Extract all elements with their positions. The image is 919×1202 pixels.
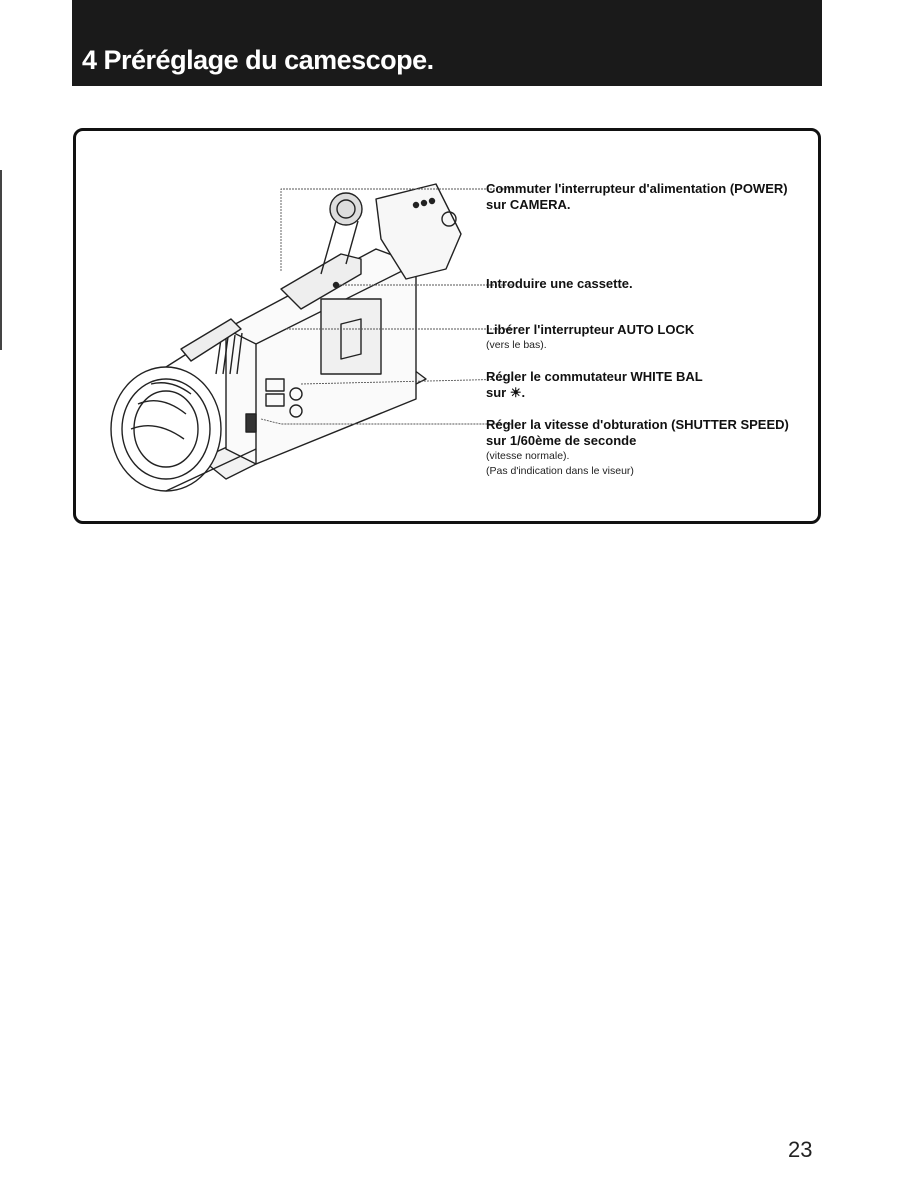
callout-note-text: (Pas d'indication dans le viseur) <box>486 465 634 477</box>
callout-main-text: Régler la vitesse d'obturation (SHUTTER SPEED) <box>486 417 789 432</box>
instruction-panel <box>73 128 821 524</box>
callout-white-balance <box>486 369 826 401</box>
callout-main-text: Commuter l'interrupteur d'alimentation (POWER) <box>486 181 788 196</box>
callout-power-switch <box>486 181 826 213</box>
callout-main-text: Introduire une cassette. <box>486 276 633 291</box>
callout-prefix-text: sur <box>486 385 507 400</box>
callout-note-text: (vitesse normale). <box>486 450 570 462</box>
page-number: 23 <box>788 1137 813 1162</box>
callout-insert-cassette <box>486 276 826 292</box>
callout-main-line2 <box>486 385 826 401</box>
callout-main-text: Régler le commutateur WHITE BAL <box>486 369 703 384</box>
scan-edge-mark <box>0 170 2 350</box>
callout-main-text: Libérer l'interrupteur AUTO LOCK <box>486 322 695 337</box>
callout-main-text: sur CAMERA. <box>486 197 571 212</box>
callout-suffix-text: . <box>521 385 526 400</box>
callout-main-text: sur 1/60ème de seconde <box>486 433 637 448</box>
callout-note-text: (vers le bas). <box>486 339 547 351</box>
page-title: 4 Préréglage du camescope. <box>82 45 434 75</box>
callout-shutter-speed <box>486 417 826 479</box>
sun-icon: ☀ <box>509 385 522 400</box>
section-header <box>72 0 822 86</box>
callout-auto-lock <box>486 322 826 353</box>
